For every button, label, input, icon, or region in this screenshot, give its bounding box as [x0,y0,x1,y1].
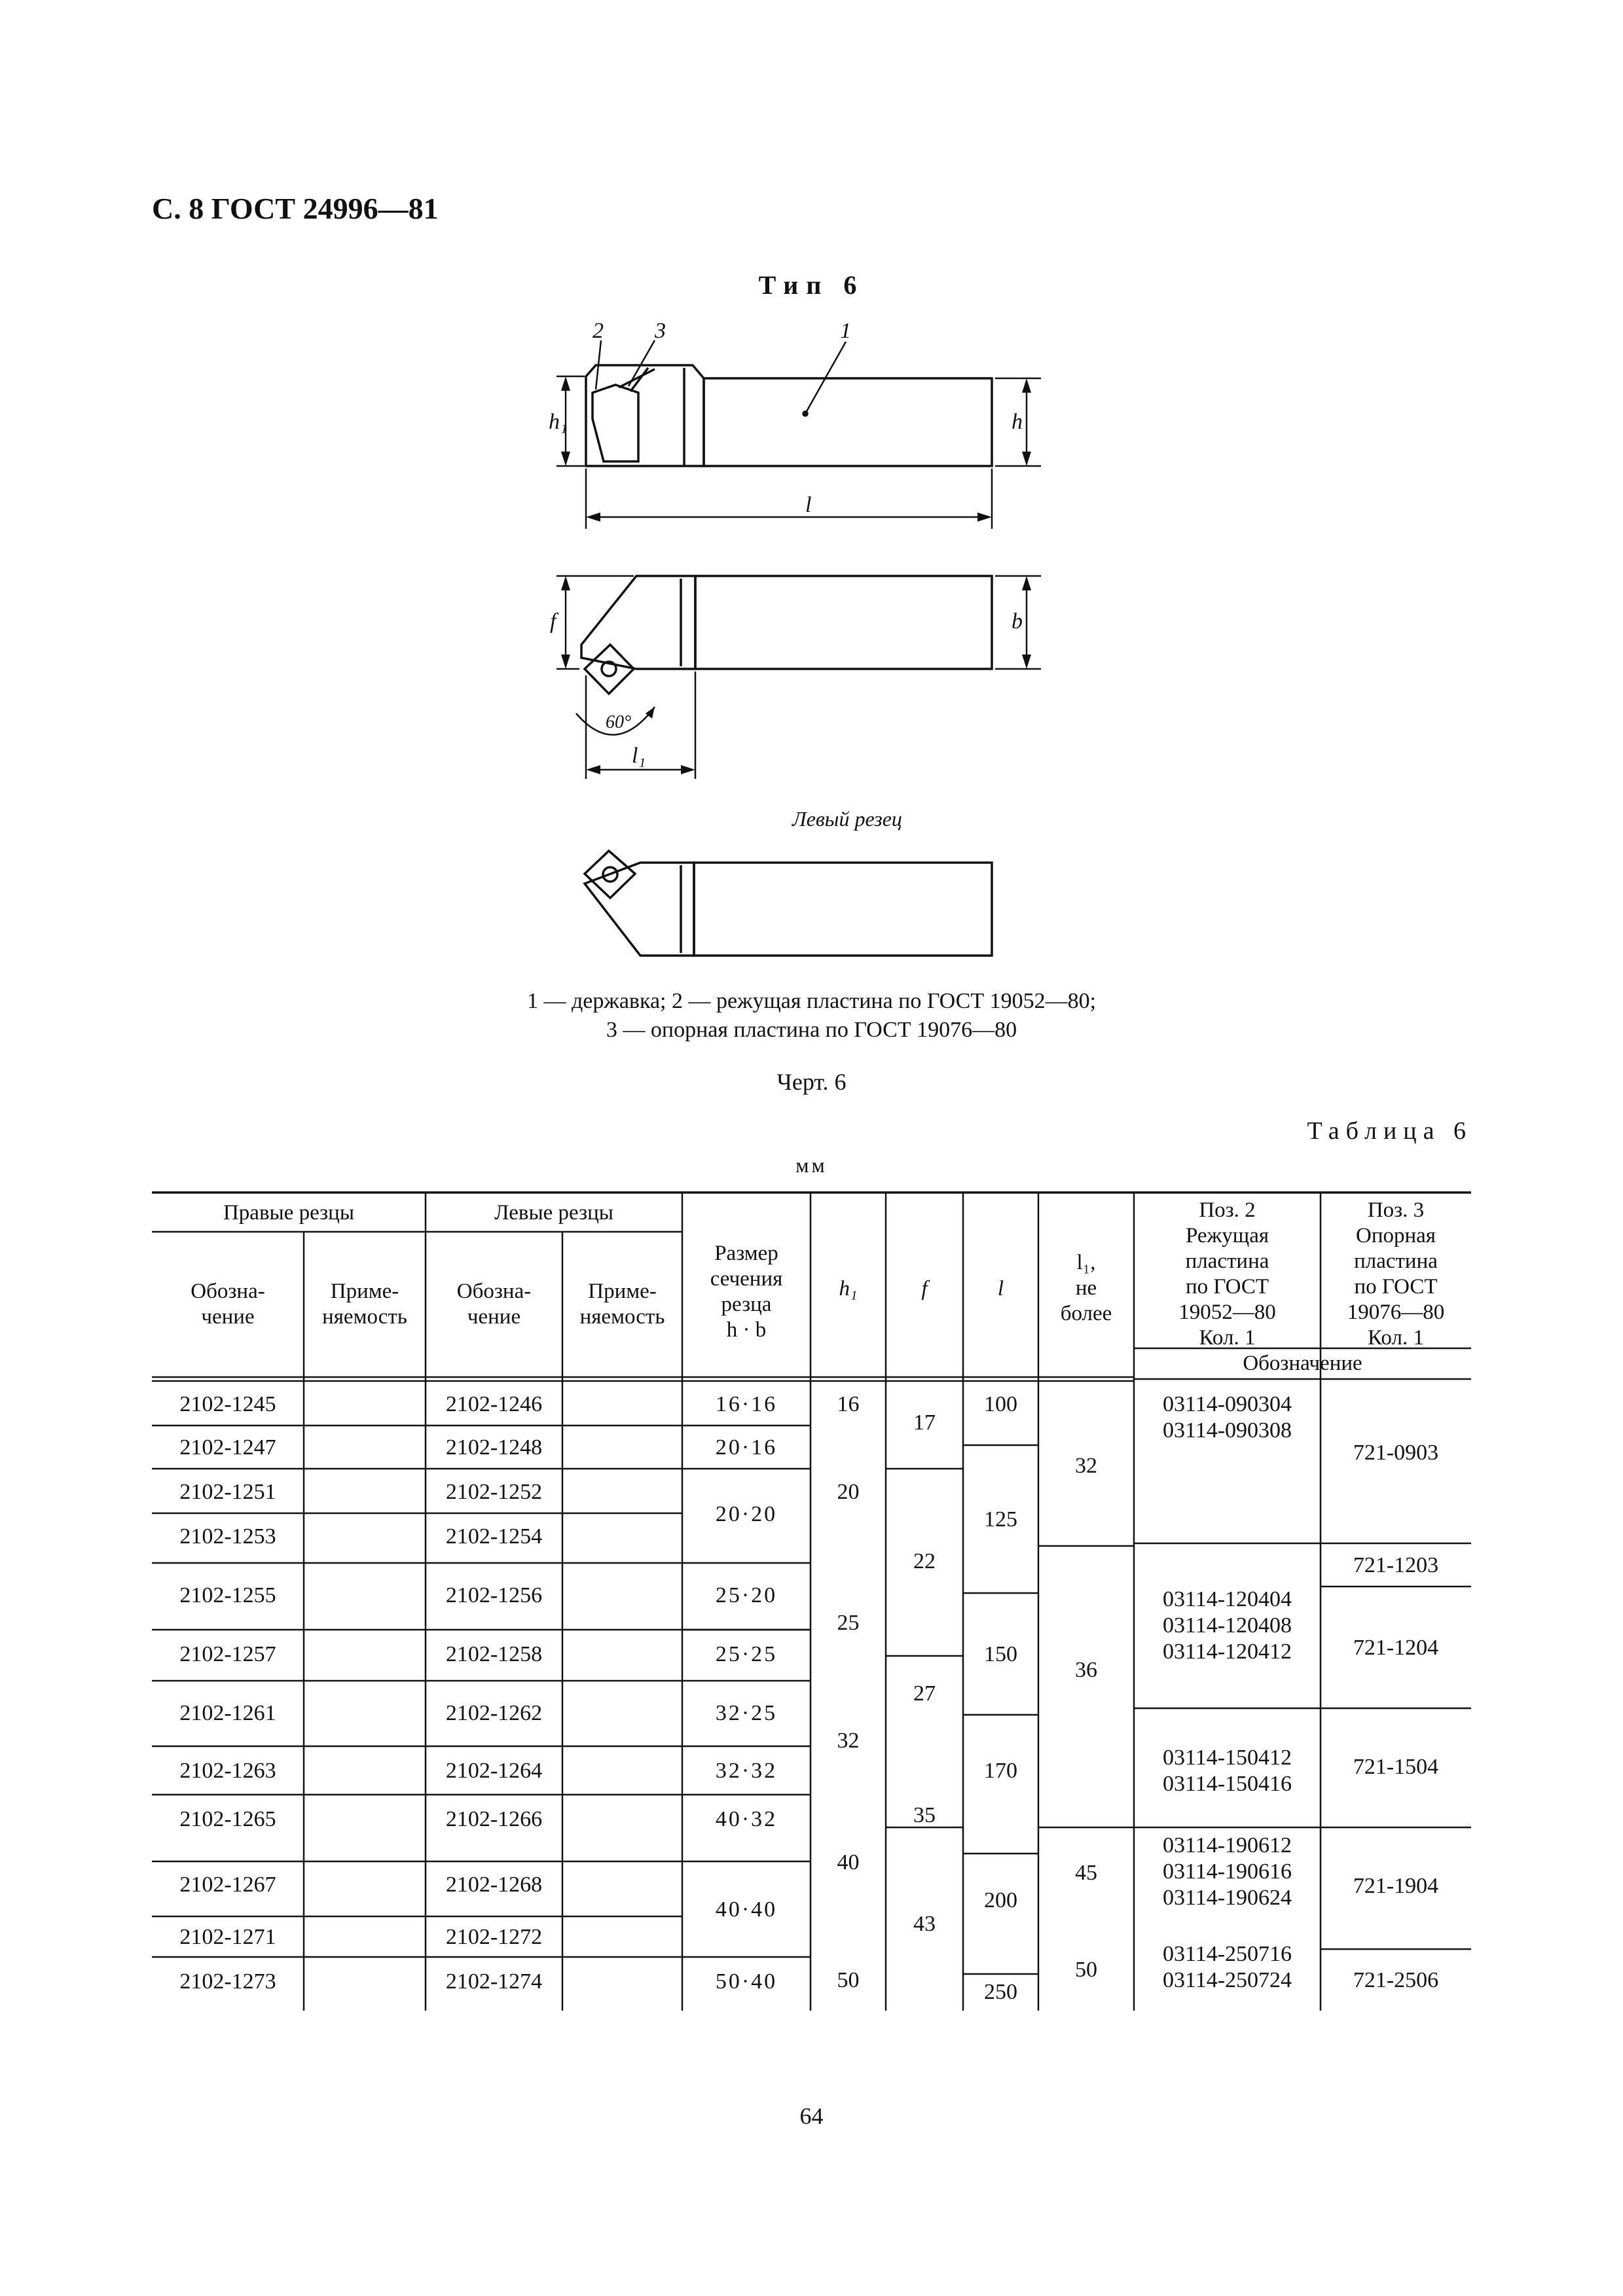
left-designation: 2102-1264 [445,1759,543,1783]
header-l1: l₁, не более [1060,1251,1112,1325]
header-h1: h₁ [839,1277,858,1300]
h1-value: 32 [837,1729,860,1753]
header-pos3: Поз. 3 Опорная пластина по ГОСТ 19076—80 Кол. 1 [1347,1198,1445,1350]
right-designation: 2102-1251 [179,1480,276,1504]
left-designation: 2102-1274 [445,1969,543,1994]
table-units: мм [795,1153,828,1177]
technical-drawing [511,308,1100,962]
right-designation: 2102-1273 [179,1969,276,1994]
section-value: 16·16 [715,1392,778,1416]
right-designation: 2102-1263 [179,1759,276,1783]
pos3-designation: 721-1203 [1353,1553,1439,1577]
label-l: l [805,493,812,517]
pos3-designation: 721-0903 [1353,1441,1439,1465]
l-value: 250 [984,1980,1017,2004]
right-designation: 2102-1255 [179,1583,276,1607]
left-designation: 2102-1258 [445,1642,543,1666]
header-f: f [921,1277,928,1300]
header-right-applicability: Приме- няемость [322,1280,407,1329]
section-value: 32·32 [715,1759,778,1783]
label-b: b [1012,609,1023,634]
f-value: 22 [913,1549,936,1573]
top-view-shank [695,576,992,669]
l1-value: 50 [1075,1958,1097,1982]
l-value: 125 [984,1507,1017,1532]
header-right-cutters: Правые резцы [223,1201,355,1225]
side-view-insert [593,385,638,461]
section-value: 50·40 [715,1969,778,1994]
header-l: l [997,1277,1004,1300]
right-designation: 2102-1261 [179,1701,276,1725]
left-designation: 2102-1248 [445,1435,543,1460]
section-value: 25·20 [715,1583,778,1607]
h1-value: 40 [837,1850,860,1874]
f-value: 43 [913,1912,936,1936]
f-value: 27 [913,1681,936,1706]
l1-value: 32 [1075,1454,1097,1478]
pos2-designations: 03114-090304 03114-090308 [1162,1392,1292,1443]
label-angle: 60° [606,712,632,732]
pos2-designations: 03114-150412 03114-150416 [1162,1746,1292,1796]
top-view-insert [585,645,634,694]
figure-caption: Черт. 6 [776,1069,847,1095]
left-designation: 2102-1254 [445,1524,543,1549]
l1-value: 45 [1075,1861,1097,1885]
side-view-shank [704,378,992,466]
label-pos2: 2 [593,319,604,343]
section-value: 20·20 [715,1502,778,1526]
right-designation: 2102-1253 [179,1524,276,1549]
section-value: 32·25 [715,1701,778,1725]
f-value: 35 [913,1803,936,1827]
right-designation: 2102-1245 [179,1392,276,1416]
label-pos1: 1 [840,319,851,343]
pos3-designation: 721-1904 [1353,1874,1439,1898]
header-right-designation: Обозна- чение [191,1280,265,1329]
left-designation: 2102-1246 [445,1392,543,1416]
l-value: 100 [984,1392,1017,1416]
left-designation: 2102-1252 [445,1480,543,1504]
right-designation: 2102-1265 [179,1807,276,1831]
document-header: С. 8 ГОСТ 24996—81 [152,192,439,225]
header-left-applicability: Приме- няемость [579,1280,665,1329]
right-designation: 2102-1247 [179,1435,276,1460]
left-designation: 2102-1268 [445,1873,543,1897]
label-pos3: 3 [655,319,666,343]
section-value: 20·16 [715,1435,778,1460]
page-number: 64 [799,2103,824,2129]
label-f: f [550,609,556,634]
pos2-designations: 03114-190612 03114-190616 03114-190624 [1162,1833,1292,1910]
pos3-designation: 721-1504 [1353,1755,1439,1779]
left-designation: 2102-1262 [445,1701,543,1725]
l1-value: 36 [1075,1658,1097,1682]
table-title: Таблица 6 [1307,1117,1472,1145]
label-h: h [1012,410,1023,434]
pos3-designation: 721-2506 [1353,1968,1439,1992]
data-table [152,1191,1471,2042]
pos2-designations: 03114-250716 03114-250724 [1162,1942,1292,1992]
side-view-body [586,365,704,466]
figure-title: Тип 6 [758,270,865,300]
left-designation: 2102-1266 [445,1807,543,1831]
left-cutter-label: Левый резец [792,807,902,831]
l-value: 200 [984,1888,1017,1912]
header-left-designation: Обозна- чение [456,1280,532,1329]
section-value: 25·25 [715,1642,778,1666]
header-pos2: Поз. 2 Режущая пластина по ГОСТ 19052—80 Кол. 1 [1178,1198,1276,1350]
pos3-designation: 721-1204 [1353,1636,1439,1660]
h1-value: 50 [837,1968,860,1992]
l-value: 150 [984,1642,1017,1666]
section-value: 40·32 [715,1807,778,1831]
right-designation: 2102-1267 [179,1873,276,1897]
f-value: 17 [913,1410,936,1435]
l-value: 170 [984,1759,1017,1783]
section-value: 40·40 [715,1897,778,1922]
header-section: Размер сечения резца h · b [710,1242,783,1342]
legend-line-2: 3 — опорная пластина по ГОСТ 19076—80 [606,1018,1017,1042]
header-oboznachenie: Обозначение [1243,1352,1362,1375]
left-cutter-shank [694,863,992,956]
left-cutter-body [585,863,694,956]
legend-line-1: 1 — державка; 2 — режущая пластина по ГОСТ 19052—80; [526,989,1097,1013]
h1-value: 25 [837,1611,860,1635]
header-left-cutters: Левые резцы [494,1201,613,1225]
label-h1: h₁ [549,410,568,434]
h1-value: 20 [837,1480,860,1504]
pos2-designations: 03114-120404 03114-120408 03114-120412 [1162,1587,1292,1664]
left-designation: 2102-1272 [445,1925,543,1949]
h1-value: 16 [837,1392,860,1416]
left-designation: 2102-1256 [445,1583,543,1607]
right-designation: 2102-1271 [179,1925,276,1949]
label-l1: l₁ [632,744,646,768]
right-designation: 2102-1257 [179,1642,276,1666]
figure-legend [0,987,1623,1045]
